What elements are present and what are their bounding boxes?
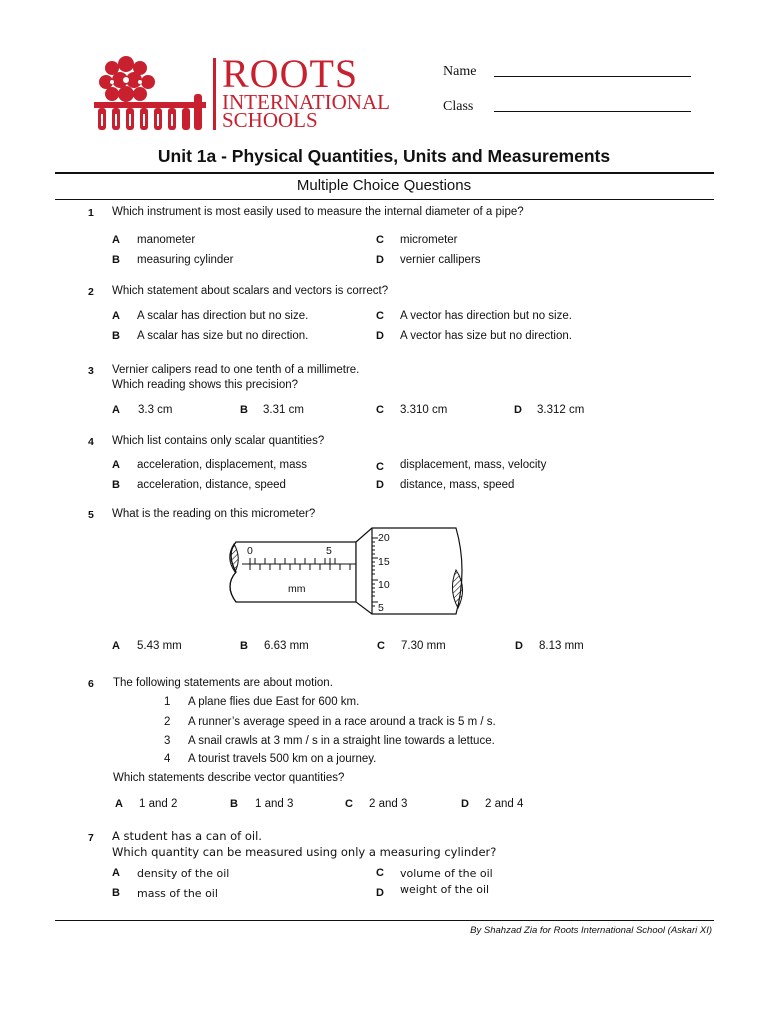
option-text[interactable]: 3.312 cm <box>537 404 585 416</box>
option-text[interactable]: A scalar has size but no direction. <box>137 330 309 342</box>
question-number: 2 <box>88 286 94 298</box>
question-text: Which statement about scalars and vectors is correct? <box>112 285 389 297</box>
question-text: What is the reading on this micrometer? <box>112 508 316 520</box>
option-label[interactable]: C <box>376 234 384 246</box>
option-text[interactable]: weight of the oil <box>400 883 490 896</box>
thimble-label-15: 15 <box>378 556 390 568</box>
option-text[interactable]: 2 and 3 <box>369 798 408 810</box>
option-text[interactable]: A vector has direction but no size. <box>400 310 572 322</box>
option-label[interactable]: D <box>376 887 384 899</box>
option-label[interactable]: A <box>112 234 120 246</box>
option-label[interactable]: A <box>112 310 120 322</box>
thimble-label-20: 20 <box>378 532 390 544</box>
option-text[interactable]: 3.3 cm <box>138 404 173 416</box>
option-text[interactable]: 8.13 mm <box>539 640 584 652</box>
question-number: 7 <box>88 832 94 844</box>
micrometer-thimble <box>356 528 463 614</box>
option-text[interactable]: 2 and 4 <box>485 798 524 810</box>
question-text-line2: Which reading shows this precision? <box>112 379 299 391</box>
option-label[interactable]: D <box>515 640 523 652</box>
option-label[interactable]: A <box>112 640 120 652</box>
option-text[interactable]: 3.31 cm <box>263 404 304 416</box>
question-number: 4 <box>88 436 94 448</box>
option-text[interactable]: 6.63 mm <box>264 640 309 652</box>
logo-word-roots: ROOTS <box>222 51 359 96</box>
option-text[interactable]: measuring cylinder <box>137 254 234 266</box>
option-label[interactable]: C <box>376 867 384 879</box>
footer-rule <box>55 920 714 921</box>
page-subtitle: Multiple Choice Questions <box>296 177 472 194</box>
statement-text: A runner’s average speed in a race around a track is 5 m / s. <box>188 716 496 728</box>
option-text[interactable]: 1 and 2 <box>139 798 178 810</box>
title-rule <box>55 172 714 174</box>
option-text[interactable]: acceleration, displacement, mass <box>137 459 308 471</box>
sleeve-unit-label: mm <box>288 583 306 595</box>
option-label[interactable]: B <box>240 640 248 652</box>
option-text[interactable]: A scalar has direction but no size. <box>137 310 309 322</box>
statement-number: 1 <box>164 696 171 708</box>
micrometer-diagram <box>222 524 468 618</box>
question-text-line1: Vernier calipers read to one tenth of a millimetre. <box>112 364 360 376</box>
class-field[interactable] <box>494 111 691 112</box>
logo-word-international: INTERNATIONAL <box>222 90 390 114</box>
logo-word-schools: SCHOOLS <box>222 108 318 132</box>
statement-text: A tourist travels 500 km on a journey. <box>188 753 377 765</box>
question-text: Which instrument is most easily used to measure the internal diameter of a pipe? <box>112 206 524 218</box>
option-label[interactable]: B <box>112 887 120 899</box>
option-text[interactable]: micrometer <box>400 234 458 246</box>
question-text: Which list contains only scalar quantities? <box>112 435 325 447</box>
statement-number: 4 <box>164 753 171 765</box>
question-text-line2: Which quantity can be measured using only a measuring cylinder? <box>112 845 497 859</box>
statement-number: 2 <box>164 716 171 728</box>
statement-text: A snail crawls at 3 mm / s in a straight line towards a lettuce. <box>188 735 495 747</box>
footer-credit: By Shahzad Zia for Roots International School (Askari XI) <box>470 925 712 936</box>
option-text[interactable]: vernier callipers <box>400 254 481 266</box>
logo-emblem-icon <box>90 54 210 134</box>
option-label[interactable]: C <box>377 640 385 652</box>
option-text[interactable]: A vector has size but no direction. <box>400 330 572 342</box>
question-number: 1 <box>88 207 94 219</box>
option-label[interactable]: B <box>240 404 248 416</box>
statement-number: 3 <box>164 735 171 747</box>
sleeve-label-0: 0 <box>247 545 253 557</box>
option-label[interactable]: A <box>112 867 120 879</box>
option-label[interactable]: B <box>112 254 120 266</box>
option-text[interactable]: density of the oil <box>137 867 230 880</box>
school-logo <box>90 51 415 134</box>
option-text[interactable]: mass of the oil <box>137 887 218 900</box>
option-label[interactable]: B <box>112 330 120 342</box>
thimble-label-5: 5 <box>378 602 384 614</box>
name-field[interactable] <box>494 76 691 77</box>
question-number: 5 <box>88 509 94 521</box>
option-text[interactable]: manometer <box>137 234 196 246</box>
option-text[interactable]: 3.310 cm <box>400 404 448 416</box>
option-label[interactable]: D <box>376 254 384 266</box>
option-label[interactable]: C <box>345 798 353 810</box>
option-text[interactable]: 7.30 mm <box>401 640 446 652</box>
option-label[interactable]: B <box>112 479 120 491</box>
question-number: 3 <box>88 365 94 377</box>
page-title: Unit 1a - Physical Quantities, Units and Measurements <box>157 146 611 166</box>
option-text[interactable]: 5.43 mm <box>137 640 182 652</box>
option-label[interactable]: A <box>112 459 120 471</box>
option-text[interactable]: distance, mass, speed <box>400 479 515 491</box>
option-label[interactable]: D <box>514 404 522 416</box>
name-label: Name <box>443 64 477 79</box>
sleeve-label-5: 5 <box>326 545 332 557</box>
option-label[interactable]: D <box>376 479 384 491</box>
option-label[interactable]: B <box>230 798 238 810</box>
option-label[interactable]: A <box>112 404 120 416</box>
class-label: Class <box>443 99 474 114</box>
option-label[interactable]: D <box>461 798 469 810</box>
thimble-label-10: 10 <box>378 579 390 591</box>
option-label[interactable]: C <box>376 461 384 473</box>
option-label[interactable]: C <box>376 310 384 322</box>
subtitle-rule <box>55 199 714 200</box>
option-text[interactable]: acceleration, distance, speed <box>137 479 286 491</box>
question-text-line1: A student has a can of oil. <box>112 829 262 843</box>
question-text: The following statements are about motion. <box>113 677 333 689</box>
option-text[interactable]: volume of the oil <box>400 867 493 880</box>
question-prompt: Which statements describe vector quantities? <box>113 772 345 784</box>
option-label[interactable]: A <box>115 798 123 810</box>
option-label[interactable]: D <box>376 330 384 342</box>
statement-text: A plane flies due East for 600 km. <box>188 696 360 708</box>
option-label[interactable]: C <box>376 404 384 416</box>
question-number: 6 <box>88 678 94 690</box>
option-text[interactable]: displacement, mass, velocity <box>400 459 547 471</box>
logo-divider <box>213 58 216 130</box>
option-text[interactable]: 1 and 3 <box>255 798 294 810</box>
